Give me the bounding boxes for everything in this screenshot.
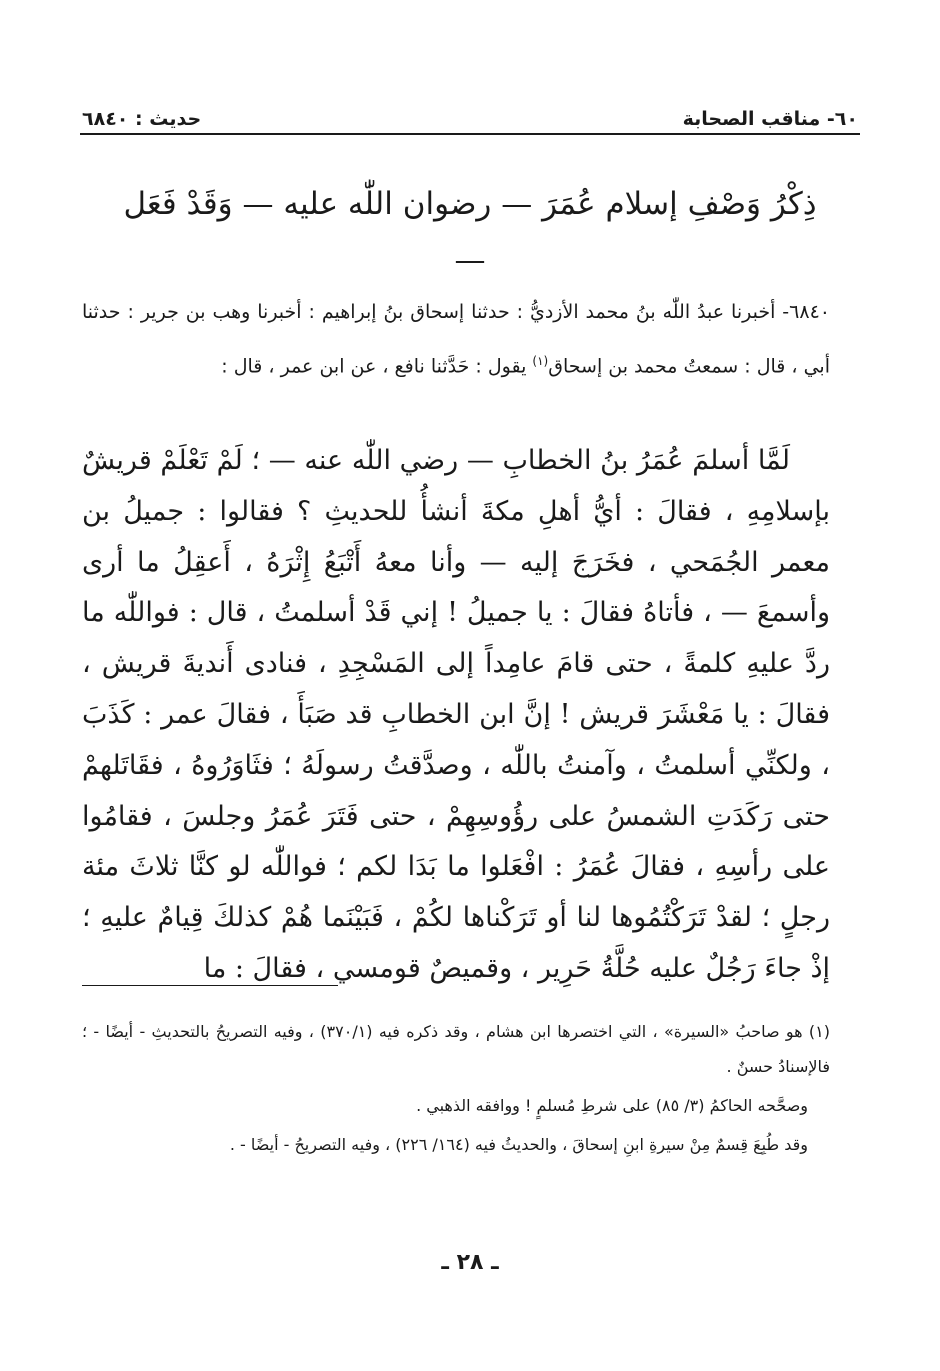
isnad-text-after: يقول : حَدَّثنا نافع ، عن ابن عمر ، قال : <box>221 355 533 378</box>
isnad-paragraph <box>82 288 830 391</box>
running-head <box>82 96 858 130</box>
footnote-1-continued: وصحَّحه الحاكمُ (٣/ ٨٥) على شرطِ مُسلمٍ ! ووافقه الذهبي . <box>416 1096 808 1115</box>
page-number: ـ ٢٨ ـ <box>441 1250 499 1275</box>
footnote-1-note: وقد طُبِعَ قِسمٌ مِنْ سيرةِ ابنِ إسحاقَ ، والحديثُ فيه (١٦٤/ ٢٢٦) ، وفيه التصريحُ - أيضًا - . <box>229 1135 808 1154</box>
running-head-section: ٦٠- مناقب الصحابة <box>682 108 858 130</box>
footnotes <box>82 1014 830 1166</box>
running-head-hadith-number: حديث : ٦٨٤٠ <box>82 108 202 130</box>
chapter-title: ذِكْرُ وَصْفِ إسلام عُمَرَ — رضوان اللّٰه عليه — وَقَدْ فَعَل — <box>123 186 817 278</box>
footnote-marker: (١) <box>532 354 549 368</box>
footnote-1: (١) هو صاحبُ «السيرة» ، التي اختصرها ابن هشام ، وقد ذكره فيه (٣٧٠/١) ، وفيه التصريحُ بالتحديثِ - أيضًا - ؛ فالإسنادُ حسنٌ . <box>82 1022 831 1076</box>
hadith-text: لَمَّا أسلمَ عُمَرُ بنُ الخطابِ — رضي اللّٰه عنه — ؛ لَمْ تَعْلَمْ قريشٌ بإسلامِهِ ، فقالَ : أيُّ أهلِ مكةَ أنشأُ للحديثِ ؟ فقالوا : جميلُ بن معمر الجُمَحي ، فخَرَجَ إليه — وأنا معهُ أَتْبَعُ إِثْرَهُ ، أَعقِلُ ما أرى وأسمعَ — ، فأتاهُ فقالَ : يا جميلُ ! إني قَدْ أسلمتُ ، قال : فواللّٰه ما ردَّ عليهِ كلمةً ، حتى قامَ عامِداً إلى المَسْجِدِ ، فنادى أَنديةَ قريش ، فقالَ : يا مَعْشَرَ قريش ! إنَّ ابن الخطابِ قد صَبَأَ ، فقالَ عمر : كَذَبَ ، ولكنِّي أسلمتُ ، وآمنتُ باللّٰه ، وصدَّقتُ رسولَهُ ؛ فثَاوَرُوهُ ، فقَاتَلهمْ حتى رَكَدَتِ الشمسُ على رؤُوسِهِمْ ، حتى فَتَرَ عُمَرُ وجلسَ ، فقامُوا على رأسِهِ ، فقالَ عُمَرُ : افْعَلوا ما بَدَا لكم ؛ فواللّٰه لو كنَّا ثلاثَ مئة رجلٍ ؛ لقدْ تَرَكْتُمُوها لنا أو تَرَكْناها لكُمْ ، فَبَيْنَما هُمْ كذلكَ قِيامٌ عليهِ ؛ إذْ جاءَ رَجُلٌ عليه حُلَّةُ حَرِير ، وقميصٌ قومسي ، فقالَ : ما <box>82 445 830 984</box>
footnote-divider <box>82 985 338 986</box>
header-divider <box>80 133 860 135</box>
isnad-text: ٦٨٤٠- أخبرنا عبدُ اللّٰه بنُ محمد الأزديُّ : حدثنا إسحاق بنُ إبراهيم : أخبرنا وهب بن جرير : حدثنا أبي ، قال : سمعتُ محمد بن إسحاق <box>82 301 830 378</box>
